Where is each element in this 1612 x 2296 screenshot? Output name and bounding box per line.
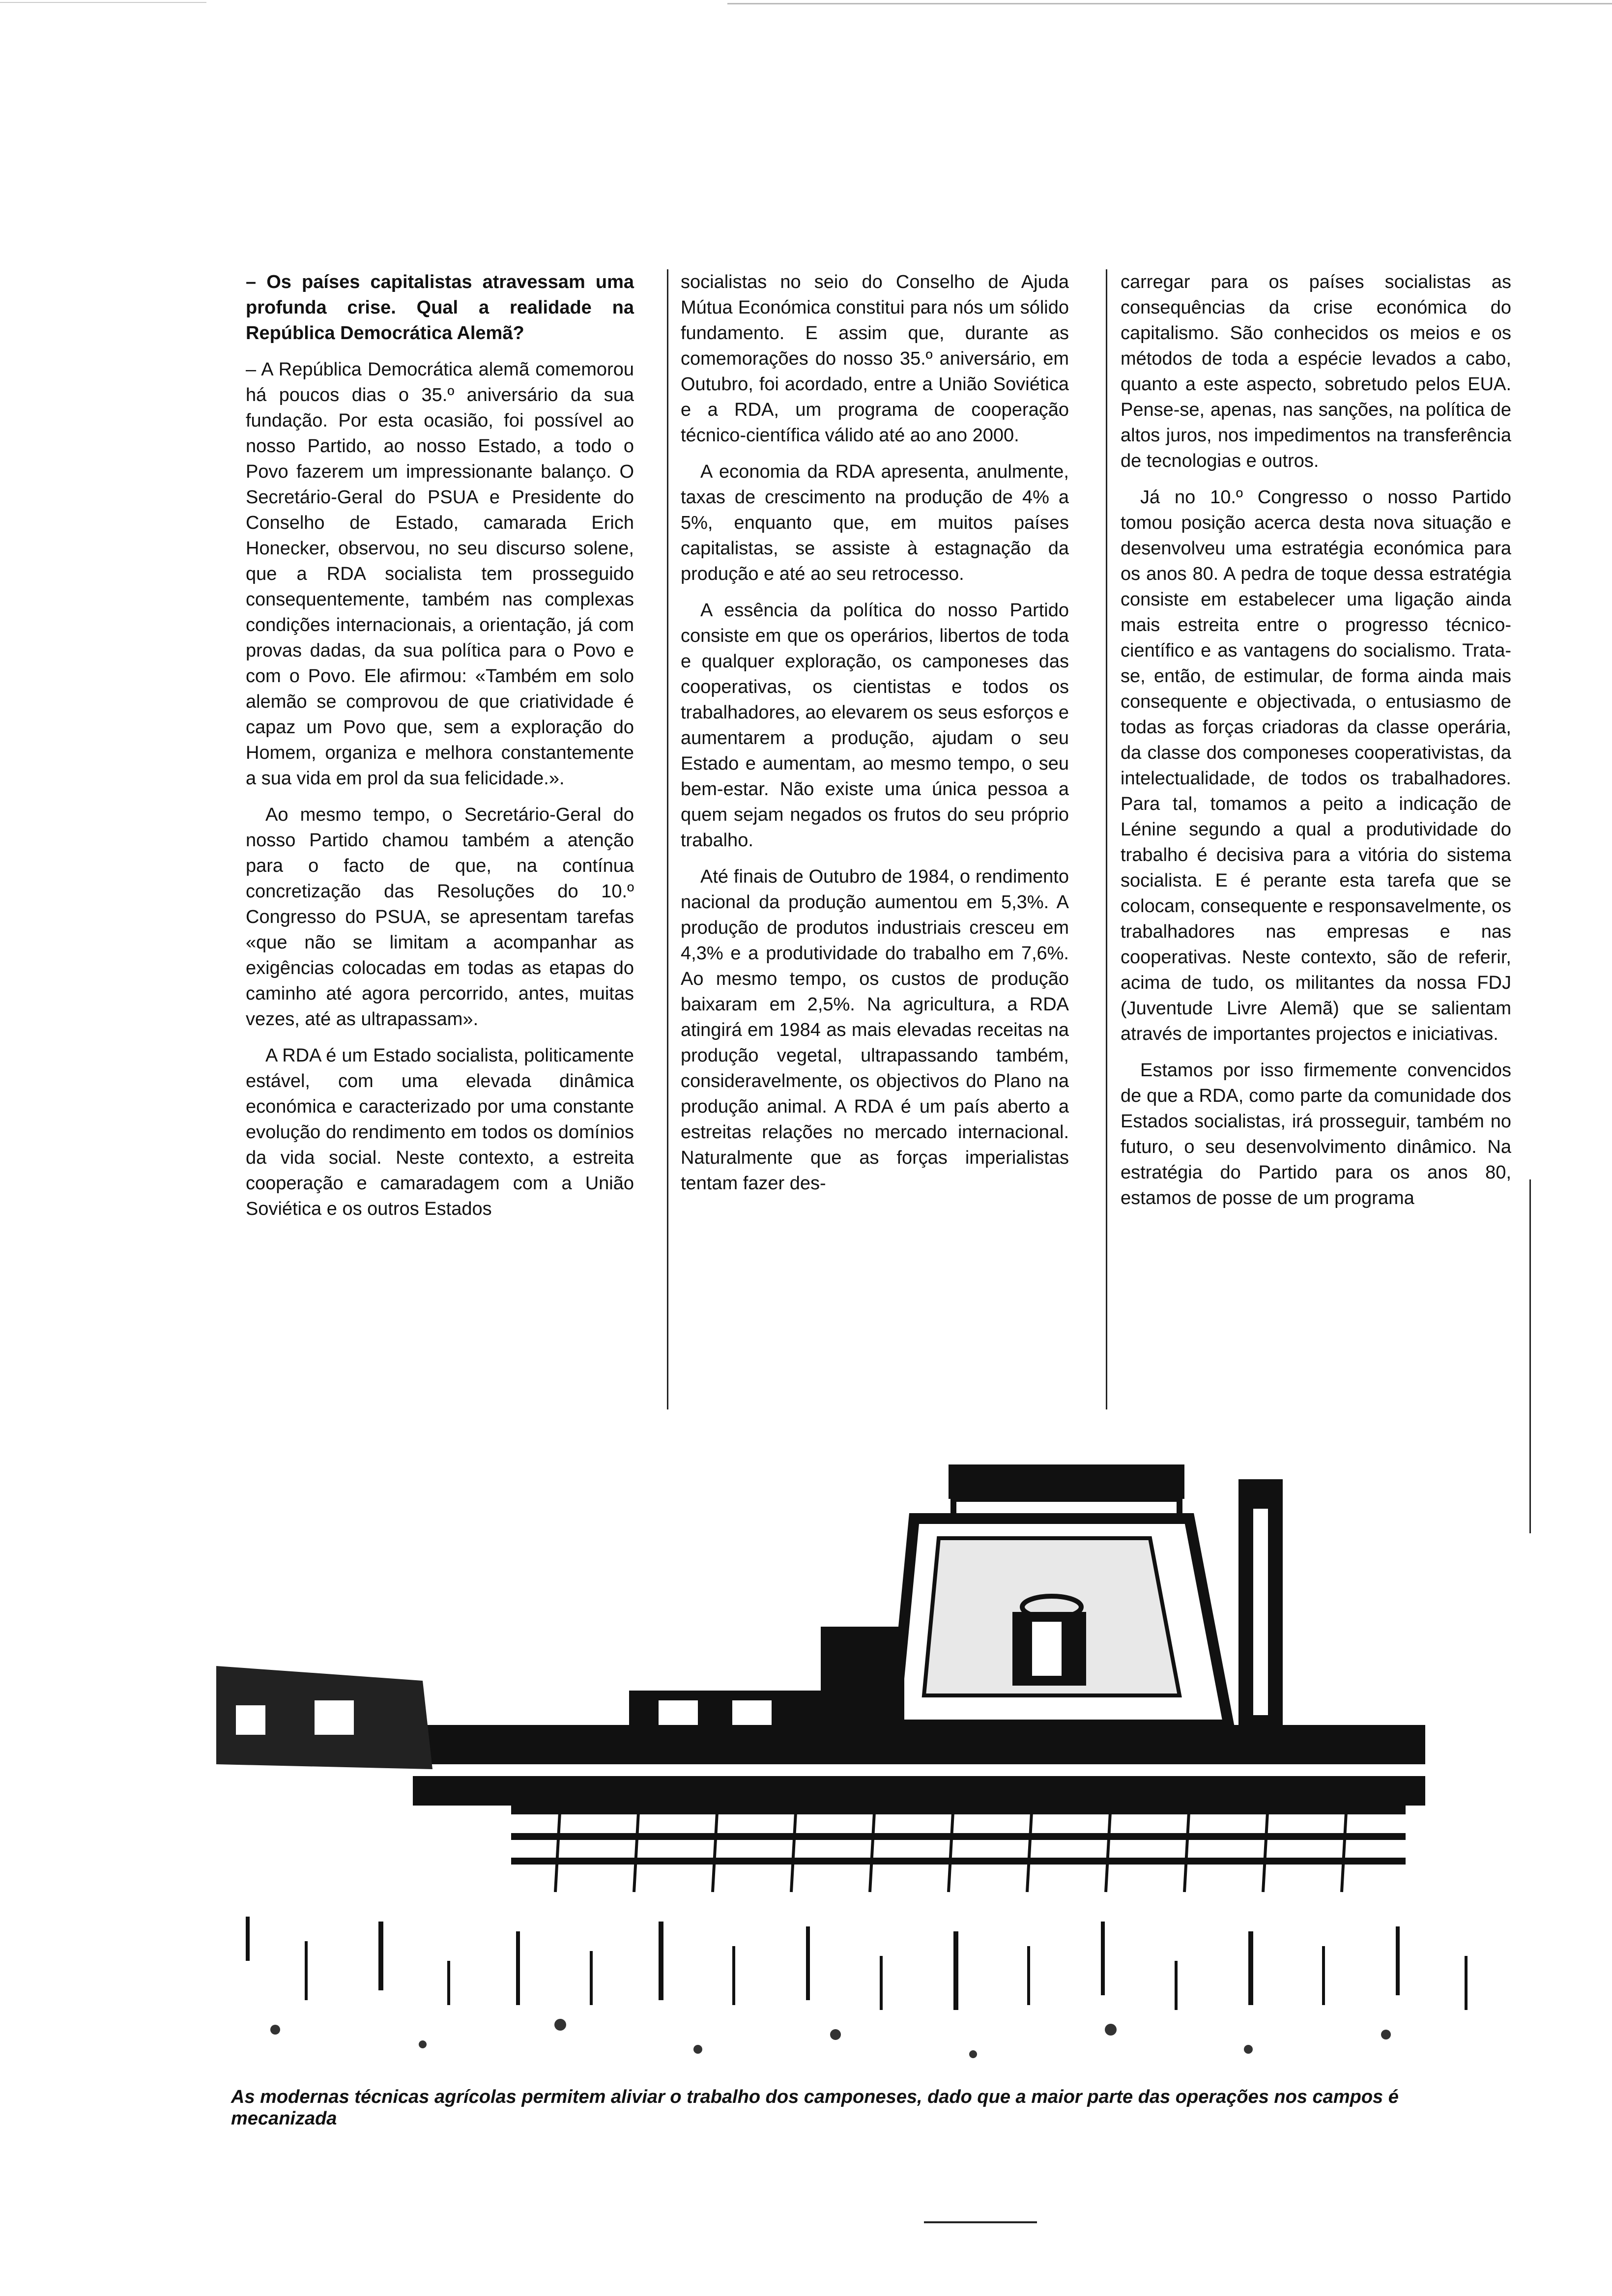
paragraph: socialistas no seio do Conselho de Ajuda Mútua Económica constitui para nós um sólido fundamento. E assim que, durante as comemorações do nosso 35.º aniversário, em Outubro, foi acordado, entre a União Soviética e a RDA, um programa de cooperação técnico-científica válido até ao ano 2000. — [681, 272, 1069, 446]
paragraph: A essência da política do nosso Partido consiste em que os operários, libertos de toda e qualquer exploração, os camponeses das cooperativas, os cientistas e todos os trabalhadores, ao elevarem os seus esforços e aumentarem a produção, ajudam o seu Estado e aumentam, ao mesmo tempo, o seu bem-estar. Não existe uma única pessoa a quem sejam negados os frutos do seu próprio trabalho. — [681, 600, 1069, 851]
article-column-2 — [681, 269, 1069, 1207]
photo-caption: As modernas técnicas agrícolas permitem aliviar o trabalho dos camponeses, dado que a maior parte das operações nos campos é mecanizada — [231, 2087, 1399, 2129]
paragraph: Até finais de Outubro de 1984, o rendimento nacional da produção aumentou em 5,3%. A produção de produtos industriais cresceu em 4,3% e a produtividade do trabalho em 7,6%. Ao mesmo tempo, os custos de produção baixaram em 2,5%. Na agricultura, a RDA atingirá em 1984 as mais elevadas receitas na produção vegetal, ultrapassando também, consideravelmente, os objectivos do Plano na produção animal. A RDA é um país aberto a estreitas relações no mercado internacional. Naturalmente que as forças imperialistas tentam fazer des- — [681, 866, 1069, 1194]
article-column-3 — [1121, 269, 1511, 1222]
interview-question: – Os países capitalistas atravessam uma profunda crise. Qual a realidade na República Democrática Alemã? — [246, 272, 634, 344]
page-footer-rule — [924, 2221, 1037, 2223]
column-divider — [1106, 269, 1107, 1409]
paragraph: carregar para os países socialistas as consequências da crise económica do capitalismo. São conhecidos os meios e os métodos de toda a espécie levados a cabo, quanto a este aspecto, sobretudo pelos EUA. Pense-se, apenas, nas sanções, na política de altos juros, nos impedimentos na transferência de tecnologias e outros. — [1121, 272, 1511, 471]
paragraph: Já no 10.º Congresso o nosso Partido tomou posição acerca desta nova situação e desenvolveu uma estratégia económica para os anos 80. A pedra de toque dessa estratégia consiste em estabelecer uma ligação ainda mais estreita entre o progresso técnico-científico e as vantagens do socialismo. Trata-se, então, de estimular, de forma ainda mais consequente e objectivada, o entusiasmo de todas as forças criadoras da classe operária, da classe dos componeses cooperativistas, da intelectualidade, de todos os trabalhadores. Para tal, tomamos a peito a indicação de Lénine segundo a qual a produtividade do trabalho é decisiva para a vitória do sistema socialista. E é perante esta tarefa que se colocam, consequente e responsavelmente, os trabalhadores nas empresas e nas cooperativas. Neste contexto, são de referir, acima de tudo, os militantes da nossa FDJ (Juventude Livre Alemã) que se salientam através de importantes projectos e iniciativas. — [1121, 487, 1511, 1044]
paragraph: Ao mesmo tempo, o Secretário-Geral do nosso Partido chamou também a atenção para o facto de que, na contínua concretização das Resoluções do 10.º Congresso do PSUA, se apresentam tarefas «que não se limitam a acompanhar as exigências colocadas em todas as etapas do caminho até agora percorrido, antes, muitas vezes, até as ultrapassam». — [246, 804, 634, 1030]
column-divider — [667, 269, 668, 1409]
paragraph: A economia da RDA apresenta, anulmente, taxas de crescimento na produção de 4% a 5%, enquanto que, em muitos países capitalistas, se assiste à estagnação da produção e até ao seu retrocesso. — [681, 461, 1069, 584]
header-rule — [727, 3, 1612, 4]
scan-edge-mark — [0, 2, 206, 3]
combine-harvester-icon — [216, 1450, 1504, 2089]
margin-rule — [1529, 1179, 1531, 1533]
paragraph: Estamos por isso firmemente convencidos de que a RDA, como parte da comunidade dos Estados socialistas, irá prosseguir, também no futuro, o seu desenvolvimento dinâmico. Na estratégia do Partido para os anos 80, estamos de posse de um programa — [1121, 1060, 1511, 1208]
paragraph: – A República Democrática alemã comemorou há poucos dias o 35.º aniversário da sua fundação. Por esta ocasião, foi possível ao nosso Partido, ao nosso Estado, a todo o Povo fazerem um impressionante balanço. O Secretário-Geral do PSUA e Presidente do Conselho de Estado, camarada Erich Honecker, observou, no seu discurso solene, que a RDA socialista tem prosseguido consequentemente, também nas complexas condições internacionais, a orientação, já com provas dadas, da sua política para o Povo e com o Povo. Ele afirmou: «Também em solo alemão se comprovou de que criatividade é capaz um Povo que, sem a exploração do Homem, organiza e melhora constantemente a sua vida em prol da sua felicidade.». — [246, 359, 634, 789]
article-column-1 — [246, 269, 634, 1233]
paragraph: A RDA é um Estado socialista, politicamente estável, com uma elevada dinâmica económica e caracterizado por uma constante evolução do rendimento em todos os domínios da vida social. Neste contexto, a estreita cooperação e camaradagem com a União Soviética e os outros Estados — [246, 1045, 634, 1219]
